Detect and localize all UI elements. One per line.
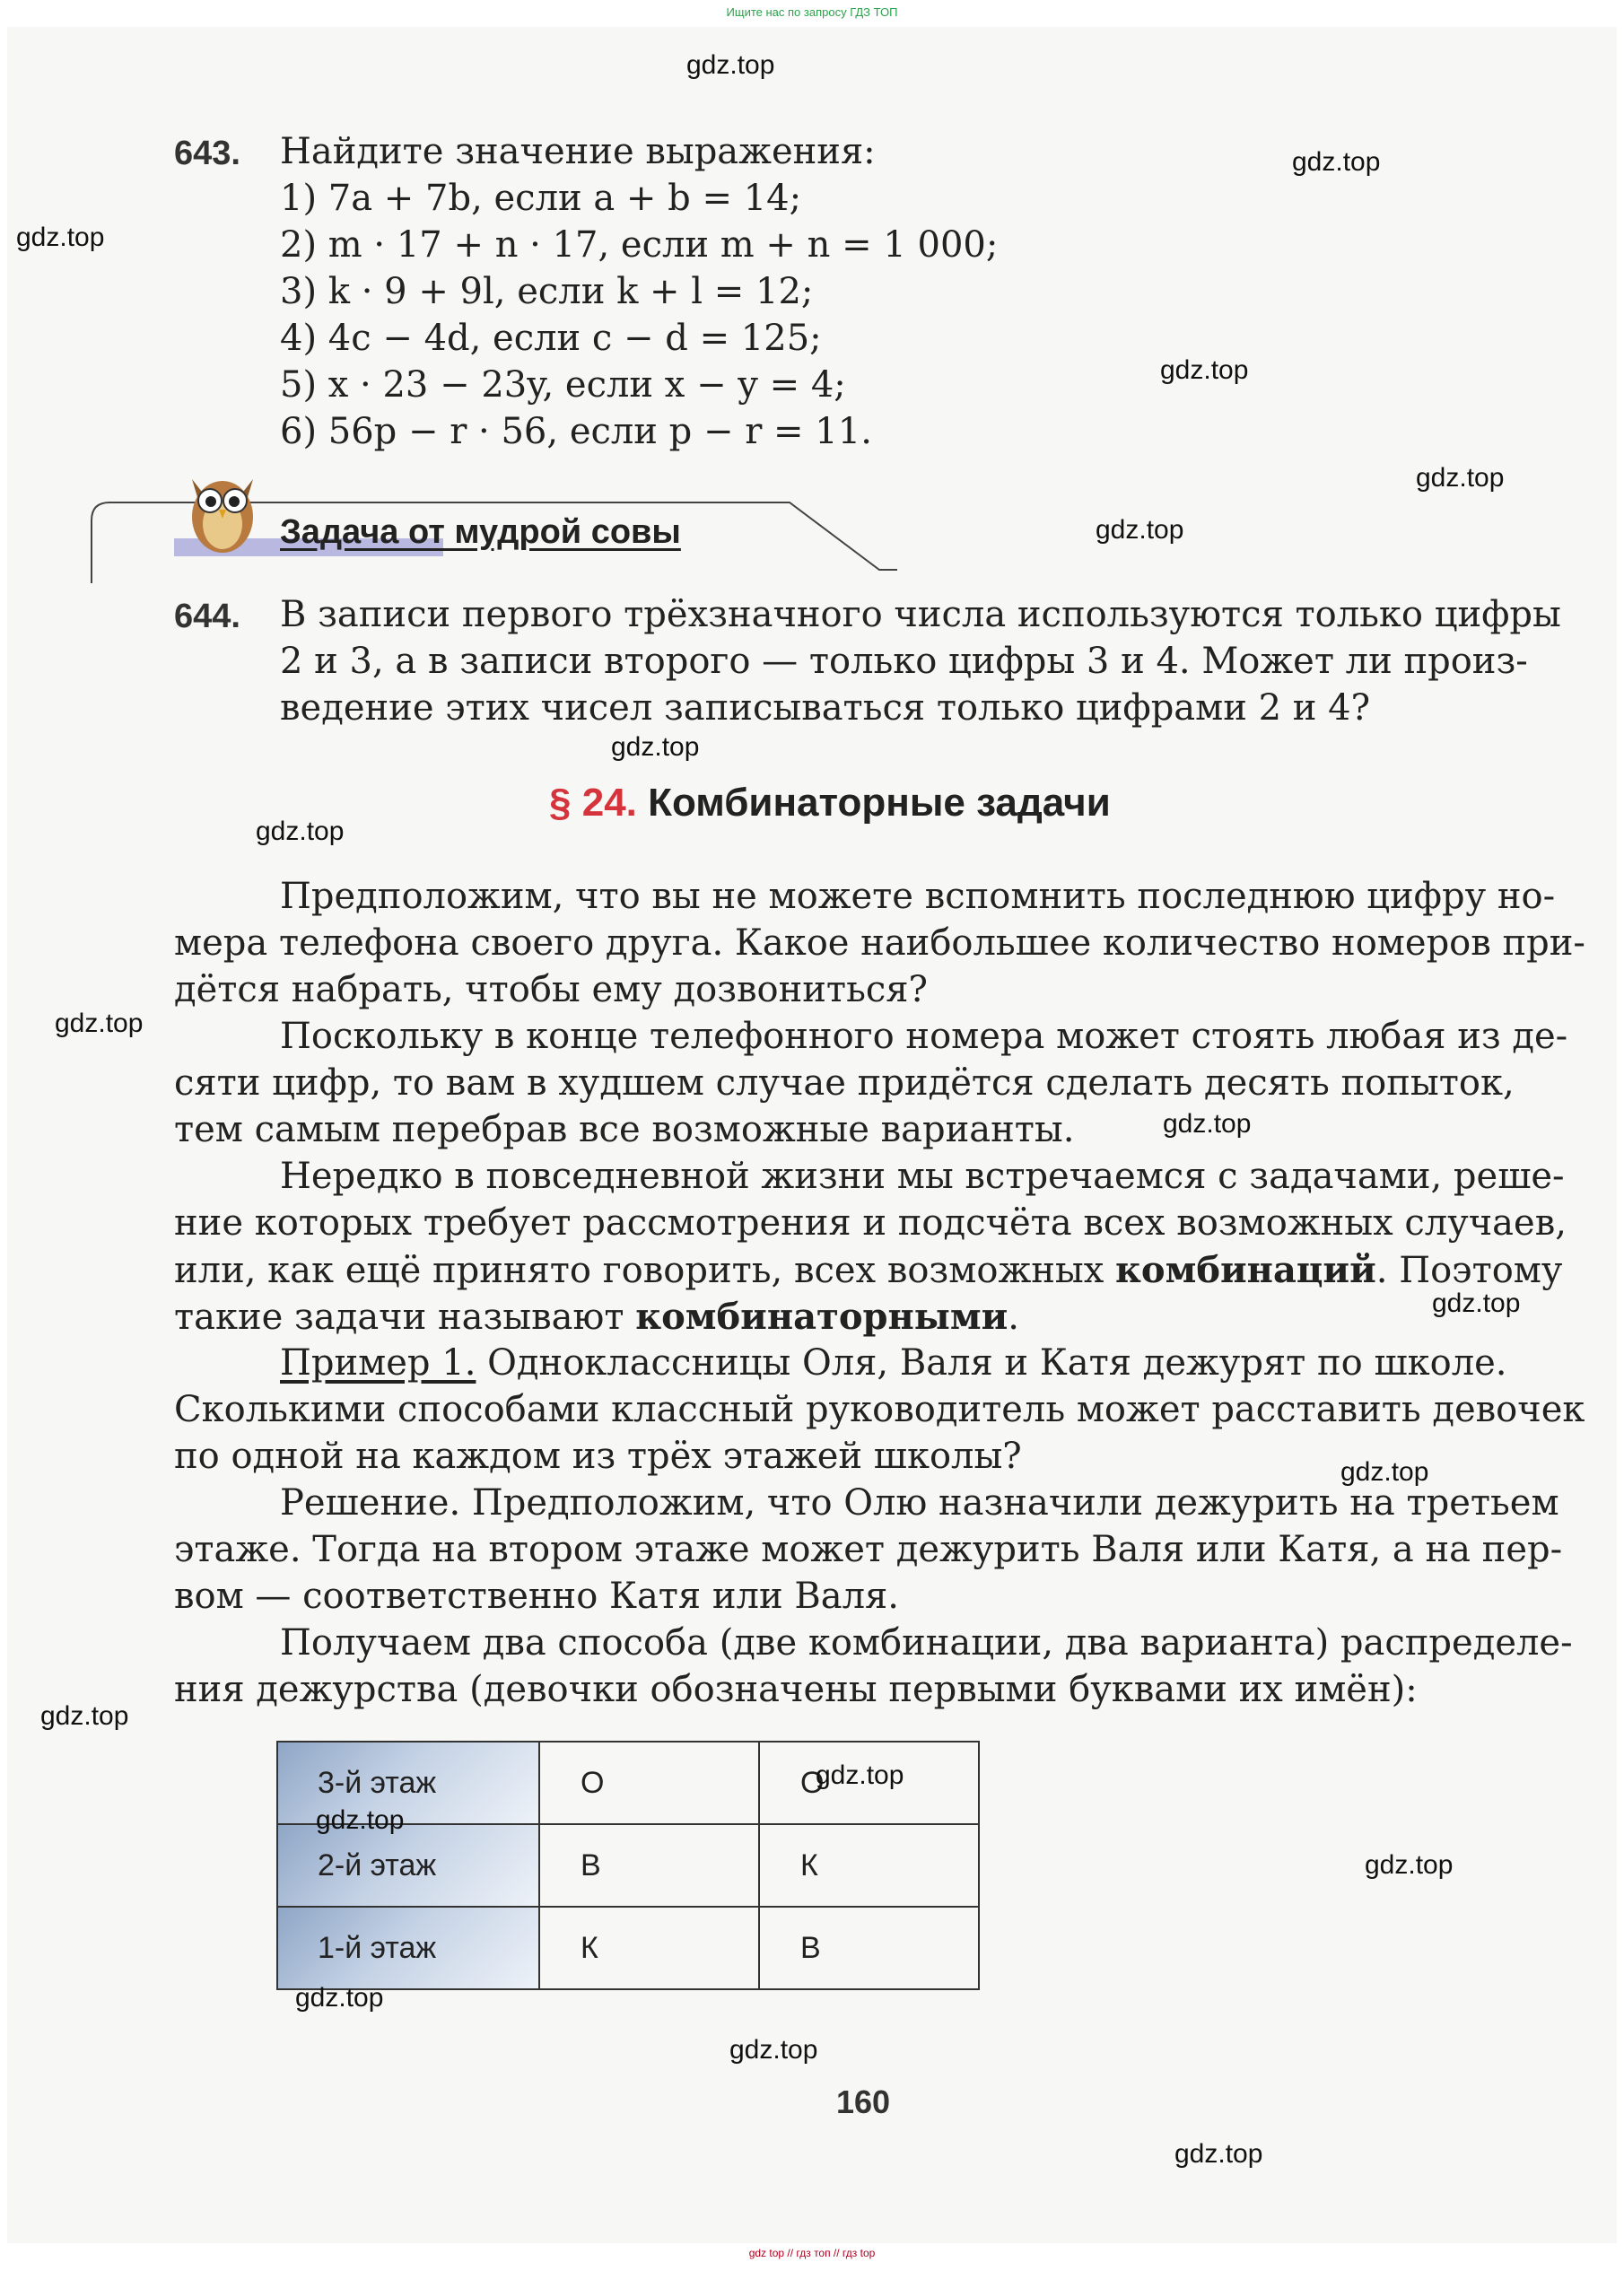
page-number: 160 — [836, 2083, 891, 2120]
example-1-line-1 — [280, 1342, 1507, 1384]
section-number: 24. — [581, 781, 637, 825]
watermark: gdz.top — [816, 1760, 904, 1790]
floor-cell: 2-й этаж — [277, 1824, 539, 1907]
problem-643-item-4: 4) 4c − 4d, если c − d = 125; — [280, 318, 822, 359]
watermark: gdz.top — [55, 1009, 144, 1038]
problem-643-item-1: 1) 7a + 7b, если a + b = 14; — [280, 178, 802, 219]
paragraph-1-line-1: Предположим, что вы не можете вспомнить последнюю цифру но- — [280, 876, 1556, 917]
watermark: gdz.top — [686, 50, 775, 80]
problem-643-title: Найдите значение выражения: — [280, 131, 876, 172]
paragraph-2-line-2: сяти цифр, то вам в худшем случае придётся сделать десять попыток, — [174, 1062, 1515, 1104]
floor-cell: 3-й этаж — [277, 1742, 539, 1824]
top-banner: Ищите нас по запросу ГДЗ ТОП — [726, 5, 898, 19]
paragraph-3-line-1: Нередко в повседневной жизни мы встречаемся с задачами, реше- — [280, 1156, 1565, 1197]
paragraph-3-line-4-start: такие задачи называют — [174, 1297, 636, 1338]
variant-1-cell: О — [539, 1742, 759, 1824]
problem-644-line-1: В записи первого трёхзначного числа используются только цифры — [280, 594, 1561, 635]
watermark: gdz.top — [1174, 2139, 1263, 2169]
table-row — [277, 1907, 979, 1989]
result-line-1: Получаем два способа (две комбинации, два варианта) распределе- — [280, 1622, 1573, 1664]
variant-2-cell: О — [759, 1742, 979, 1824]
variant-2-cell: К — [759, 1824, 979, 1907]
section-title — [549, 781, 1111, 825]
variant-1-cell: В — [539, 1824, 759, 1907]
term-combinatorial: комбинаторными — [635, 1296, 1008, 1338]
watermark: gdz.top — [611, 732, 700, 762]
example-1-label: Пример 1. — [280, 1342, 476, 1384]
watermark: gdz.top — [1163, 1109, 1252, 1139]
watermark: gdz.top — [1340, 1457, 1429, 1487]
paragraph-2-line-1: Поскольку в конце телефонного номера может стоять любая из де- — [280, 1016, 1568, 1057]
watermark: gdz.top — [40, 1701, 129, 1731]
watermark: gdz.top — [1292, 147, 1381, 177]
watermark: gdz.top — [1096, 515, 1184, 545]
section-symbol: § — [549, 781, 572, 825]
paragraph-3-line-4-end: . — [1008, 1297, 1019, 1338]
paragraph-1-line-3: дётся набрать, чтобы ему дозвониться? — [174, 969, 928, 1010]
bottom-banner: gdz top // гдз топ // гдз top — [748, 2247, 876, 2259]
problem-643-item-6: 6) 56p − r · 56, если p − r = 11. — [280, 411, 872, 452]
solution-line-3: вом — соответственно Катя или Валя. — [174, 1576, 899, 1617]
owl-box-title: Задача от мудрой совы — [280, 513, 681, 551]
result-line-2: ния дежурства (девочки обозначены первыми буквами их имён): — [174, 1669, 1418, 1710]
solution-line-1: Решение. Предположим, что Олю назначили дежурить на третьем — [280, 1482, 1559, 1524]
problem-643-number: 643. — [174, 135, 240, 172]
problem-644-number: 644. — [174, 598, 240, 635]
owl-icon — [179, 459, 266, 558]
watermark: gdz.top — [1365, 1850, 1454, 1880]
section-title-text: Комбинаторные задачи — [648, 781, 1111, 825]
watermark: gdz.top — [256, 817, 345, 846]
paragraph-3-line-3-start: или, как ещё принято говорить, всех возможных — [174, 1250, 1116, 1291]
problem-643-item-5: 5) x · 23 − 23y, если x − y = 4; — [280, 364, 846, 406]
example-1-line-3: по одной на каждом из трёх этажей школы? — [174, 1436, 1022, 1477]
variant-1-cell: К — [539, 1907, 759, 1989]
paragraph-3-line-3-end: . Поэтому — [1375, 1250, 1563, 1291]
floor-cell: 1-й этаж — [277, 1907, 539, 1989]
watermark: gdz.top — [1416, 463, 1505, 493]
term-combinations: комбинаций — [1115, 1249, 1376, 1291]
watermark: gdz.top — [1432, 1288, 1521, 1318]
paragraph-2-line-3: тем самым перебрав все возможные варианты. — [174, 1109, 1075, 1150]
example-1-text: Одноклассницы Оля, Валя и Катя дежурят по школе. — [476, 1342, 1507, 1384]
paragraph-1-line-2: мера телефона своего друга. Какое наибольшее количество номеров при- — [174, 922, 1585, 964]
paragraph-3-line-2: ние которых требует рассмотрения и подсчёта всех возможных случаев, — [174, 1202, 1567, 1244]
paragraph-3-line-4 — [174, 1296, 1019, 1338]
problem-644-line-2: 2 и 3, а в записи второго — только цифры 3 и 4. Может ли произ- — [280, 641, 1528, 682]
watermark: gdz.top — [316, 1805, 405, 1835]
problem-643-item-3: 3) k · 9 + 9l, если k + l = 12; — [280, 271, 814, 312]
problem-644-line-3: ведение этих чисел записываться только цифрами 2 и 4? — [280, 687, 1371, 729]
problem-643-item-2: 2) m · 17 + n · 17, если m + n = 1 000; — [280, 224, 999, 266]
watermark: gdz.top — [1160, 355, 1249, 385]
variant-2-cell: В — [759, 1907, 979, 1989]
watermark: gdz.top — [729, 2035, 818, 2065]
table-row — [277, 1824, 979, 1907]
watermark: gdz.top — [295, 1983, 384, 2013]
example-1-line-2: Сколькими способами классный руководитель может расставить девочек — [174, 1389, 1585, 1430]
solution-line-2: этаже. Тогда на втором этаже может дежурить Валя или Катя, а на пер- — [174, 1529, 1563, 1570]
paragraph-3-line-3 — [174, 1249, 1562, 1291]
watermark: gdz.top — [16, 223, 105, 252]
